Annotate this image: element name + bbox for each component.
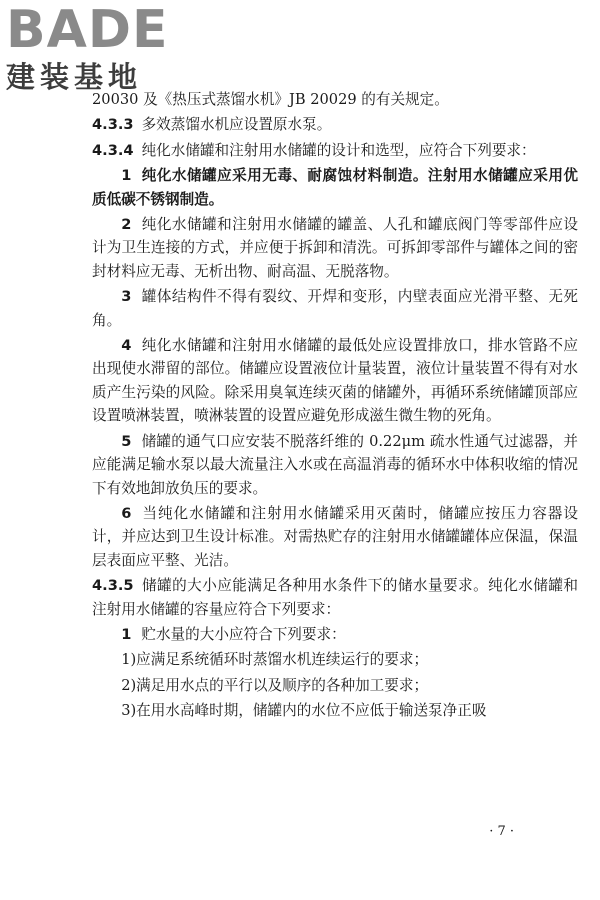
sub-item [92,674,578,697]
item-number: 6 [121,504,132,522]
section-number: 4.3.3 [92,116,134,134]
item-text: 当纯化水储罐和注射用水储罐采用灭菌时，储罐应按压力容器设计，并应达到卫生设计标准。对需热贮存的注射用水储罐罐体应保温，保温层表面应平整、光洁。 [92,504,578,569]
sub-item-text: 1)应满足系统循环时蒸馏水机连续运行的要求； [121,651,429,669]
item-number: 2 [121,216,132,234]
section-text: 储罐的大小应能满足各种用水条件下的储水量要求。纯化水储罐和注射用水储罐的容量应符合下列要求： [92,577,578,618]
list-item [92,164,578,211]
list-item [92,213,578,283]
item-text: 储罐的通气口应安装不脱落纤维的 0.22μm 疏水性通气过滤器，并应能满足输水泵以最大流量注入水或在高温消毒的循环水中体积收缩的情况下有效地卸放负压的要求。 [92,432,578,497]
paragraph-continuation [92,88,578,111]
list-item [92,285,578,332]
section-number: 4.3.5 [92,577,134,595]
sub-item-text: 3)在用水高峰时期，储罐内的水位不应低于输送泵净正吸 [121,702,487,720]
paragraph-text: 20030 及《热压式蒸馏水机》JB 20029 的有关规定。 [92,91,449,108]
item-text: 纯化水储罐应采用无毒、耐腐蚀材料制造。注射用水储罐应采用优质低碳不锈钢制造。 [92,167,578,208]
item-text: 贮水量的大小应符合下列要求： [141,625,346,643]
item-number: 3 [121,288,132,306]
section-clause [92,139,578,162]
list-item [92,334,578,428]
item-number: 1 [121,625,132,643]
sub-item-text: 2)满足用水点的平行以及顺序的各种加工要求； [121,676,429,694]
list-item [92,430,578,500]
sub-item [92,699,578,722]
item-number: 4 [121,337,132,355]
item-number: 1 [121,167,132,185]
item-text: 纯化水储罐和注射用水储罐的最低处应设置排放口，排水管路不应出现使水滞留的部位。储罐应设置液位计量装置，液位计量装置不得有对水质产生污染的风险。除采用臭氧连续灭菌的储罐外，再循环系统储罐顶部应设置喷淋装置，喷淋装置的设置应避免形成滋生微生物的死角。 [92,337,578,425]
list-item [92,623,578,646]
section-number: 4.3.4 [92,141,134,159]
sub-item [92,648,578,671]
list-item [92,502,578,572]
item-number: 5 [121,432,132,450]
logo-subtitle: 建装基地 [6,60,143,94]
section-clause [92,113,578,136]
section-text: 纯化水储罐和注射用水储罐的设计和选型，应符合下列要求： [141,141,536,159]
item-text: 纯化水储罐和注射用水储罐的罐盖、人孔和罐底阀门等零部件应设计为卫生连接的方式，并应便于拆卸和清洗。可拆卸零部件与罐体之间的密封材料应无毒、无析出物、耐高温、无脱落物。 [92,216,578,280]
bade-logo [6,0,176,96]
document-body [92,88,578,725]
section-text: 多效蒸馏水机应设置原水泵。 [141,116,332,134]
logo-wordmark: BADE [6,0,169,60]
item-text: 罐体结构件不得有裂纹、开焊和变形，内壁表面应光滑平整、无死角。 [92,288,578,329]
section-clause [92,574,578,621]
page-number: · 7 · [489,824,514,839]
